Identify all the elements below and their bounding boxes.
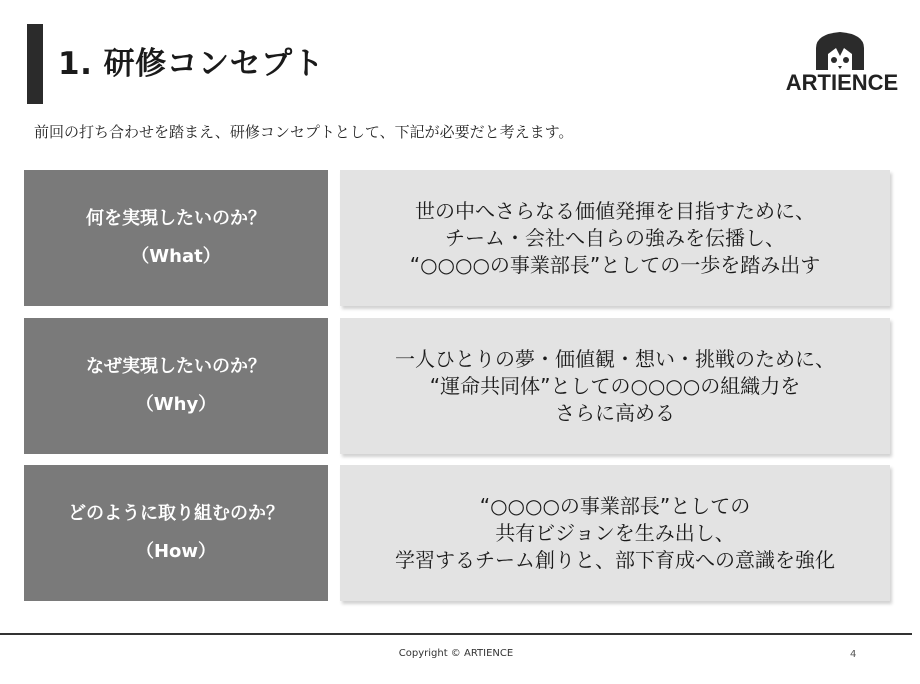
description-line: さらに高める: [555, 400, 675, 425]
row-label-what: [24, 170, 328, 306]
row-keyword: （What）: [131, 246, 221, 267]
logo-wordmark: ARTIENCE: [785, 70, 899, 95]
copyright-text: Copyright © ARTIENCE: [398, 648, 514, 659]
row-label-how: [24, 465, 328, 601]
description-line: 学習するチーム創りと、部下育成への意識を強化: [395, 547, 835, 572]
row-question: 何を実現したいのか？: [86, 208, 266, 229]
row-keyword: （Why）: [135, 394, 217, 415]
row-description-why: [340, 318, 890, 454]
description-line: “運命共同体”としての○○○○の組織力を: [429, 373, 801, 398]
owl-logo-icon: [812, 30, 868, 70]
concept-row-why: [24, 318, 890, 454]
row-question: どのように取り組むのか？: [68, 503, 284, 524]
description-line: “○○○○の事業部長”としての: [479, 493, 751, 518]
title-accent-bar: [27, 24, 43, 104]
footer-divider: [0, 633, 912, 635]
row-description-how: [340, 465, 890, 601]
row-label-why: [24, 318, 328, 454]
description-line: チーム・会社へ自らの強みを伝播し、: [445, 225, 785, 250]
row-keyword: （How）: [135, 541, 217, 562]
slide-title: 1. 研修コンセプト: [58, 46, 325, 82]
description-line: “○○○○の事業部長”としての一歩を踏み出す: [409, 252, 821, 277]
concept-row-how: [24, 465, 890, 601]
description-line: 世の中へさらなる価値発揮を目指すために、: [415, 198, 815, 223]
artience-logo: [780, 30, 904, 96]
concept-row-what: [24, 170, 890, 306]
row-question: なぜ実現したいのか？: [86, 356, 266, 377]
description-line: 共有ビジョンを生み出し、: [495, 520, 735, 545]
lead-sentence: 前回の打ち合わせを踏まえ、研修コンセプトとして、下記が必要だと考えます。: [34, 123, 574, 141]
description-line: 一人ひとりの夢・価値観・想い・挑戦のために、: [395, 346, 835, 371]
page-number: 4: [850, 649, 857, 660]
row-description-what: [340, 170, 890, 306]
